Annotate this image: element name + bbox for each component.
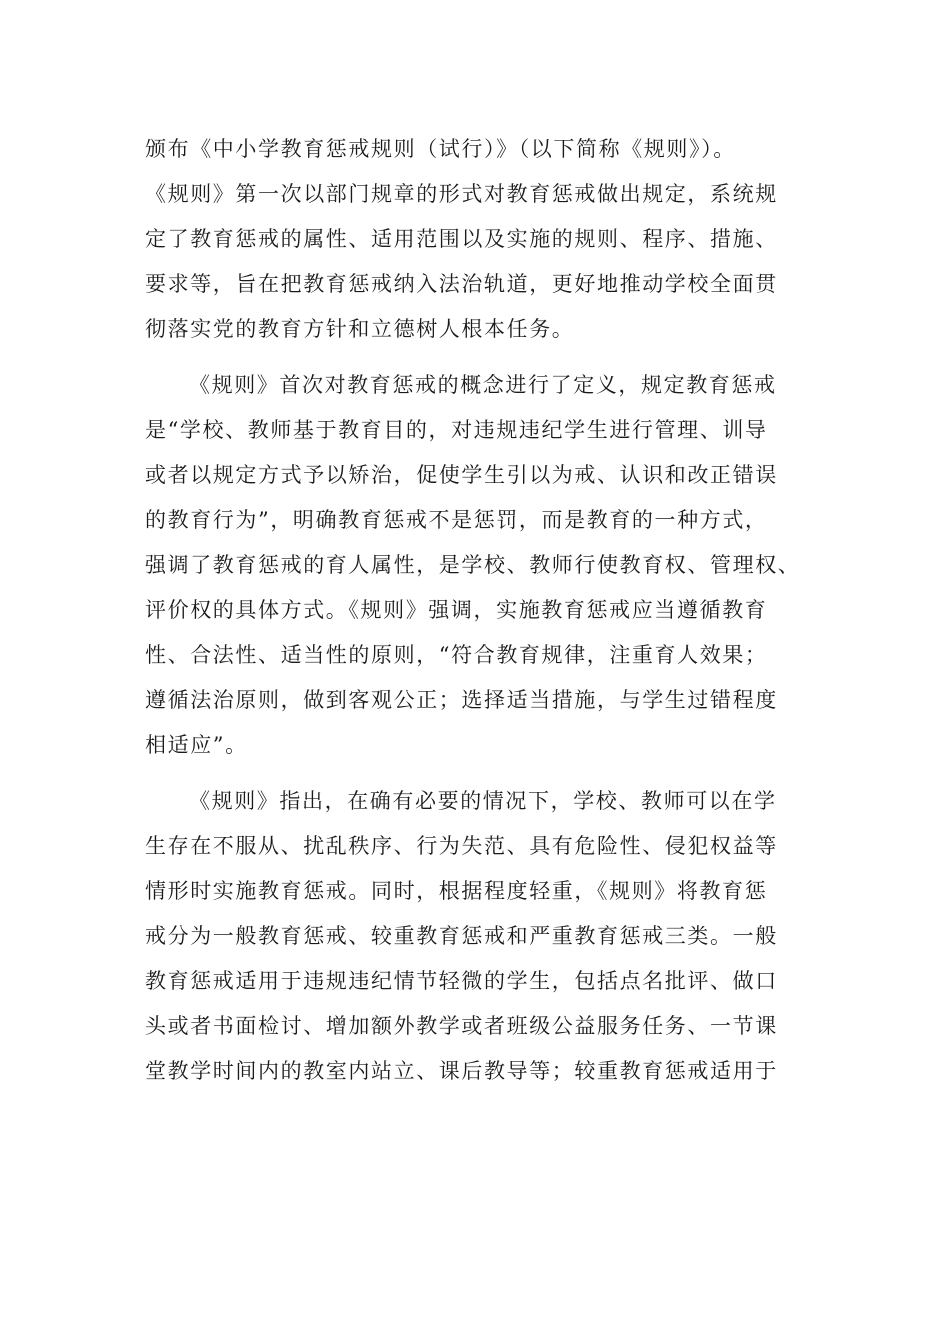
text-line: 教育惩戒适用于违规违纪情节轻微的学生，包括点名批评、做口 <box>145 969 778 993</box>
text-line: 相适应”。 <box>145 733 248 757</box>
text-line: 《规则》指出，在确有必要的情况下，学校、教师可以在学 <box>189 789 777 813</box>
text-line: 是“学校、教师基于教育目的，对违规违纪学生进行管理、训导 <box>145 418 768 442</box>
text-line: 《规则》第一次以部门规章的形式对教育惩戒做出规定，系统规 <box>145 182 778 206</box>
paragraph-1 <box>145 127 810 352</box>
paragraph-spacing <box>145 352 810 363</box>
text-line: 或者以规定方式予以矫治，促使学生引以为戒、认识和改正错误 <box>145 463 778 487</box>
text-line: 强调了教育惩戒的育人属性，是学校、教师行使教育权、管理权、 <box>145 553 801 577</box>
text-line: 定了教育惩戒的属性、适用范围以及实施的规则、程序、措施、 <box>145 227 778 251</box>
text-line: 遵循法治原则，做到客观公正；选择适当措施，与学生过错程度 <box>145 688 778 712</box>
text-line: 头或者书面检讨、增加额外教学或者班级公益服务任务、一节课 <box>145 1014 778 1038</box>
text-line: 彻落实党的教育方针和立德树人根本任务。 <box>145 317 575 341</box>
paragraph-2 <box>145 363 810 768</box>
text-line: 情形时实施教育惩戒。同时，根据程度轻重，《规则》将教育惩 <box>145 879 768 903</box>
document-body <box>145 127 810 1094</box>
text-line: 评价权的具体方式。《规则》强调，实施教育惩戒应当遵循教育 <box>145 598 768 622</box>
text-line: 堂教学时间内的教室内站立、课后教导等；较重教育惩戒适用于 <box>145 1059 778 1083</box>
paragraph-3 <box>145 779 810 1094</box>
text-line: 颁布《中小学教育惩戒规则（试行）》（以下简称《规则》）。 <box>145 137 736 161</box>
text-line: 戒分为一般教育惩戒、较重教育惩戒和严重教育惩戒三类。一般 <box>145 924 778 948</box>
paragraph-spacing <box>145 768 810 779</box>
text-line: 要求等，旨在把教育惩戒纳入法治轨道，更好地推动学校全面贯 <box>145 272 778 296</box>
text-line: 《规则》首次对教育惩戒的概念进行了定义，规定教育惩戒 <box>189 373 777 397</box>
text-line: 性、合法性、适当性的原则，“符合教育规律，注重育人效果； <box>145 643 768 667</box>
text-line: 生存在不服从、扰乱秩序、行为失范、具有危险性、侵犯权益等 <box>145 834 778 858</box>
text-line: 的教育行为”，明确教育惩戒不是惩罚，而是教育的一种方式， <box>145 508 768 532</box>
